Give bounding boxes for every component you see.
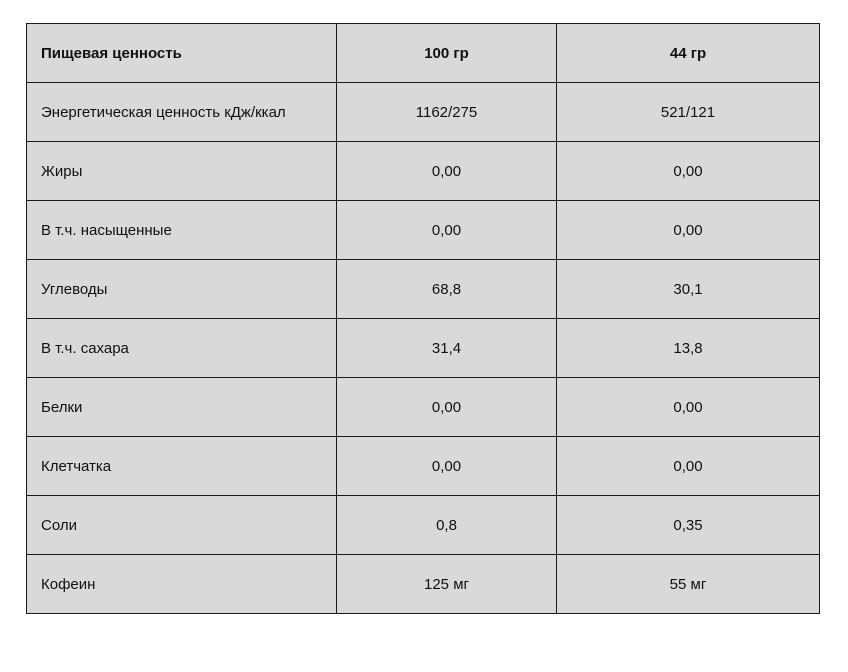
cell-nutrient-name: Соли	[27, 496, 337, 555]
cell-per-44g: 0,00	[557, 437, 820, 496]
cell-nutrient-name: В т.ч. насыщенные	[27, 201, 337, 260]
cell-per-44g: 0,00	[557, 378, 820, 437]
cell-per-44g: 30,1	[557, 260, 820, 319]
table-row-salt	[27, 496, 820, 555]
nutrition-table	[26, 23, 820, 614]
cell-nutrient-name: Углеводы	[27, 260, 337, 319]
cell-per-100g: 125 мг	[337, 555, 557, 614]
table-row-fat	[27, 142, 820, 201]
cell-per-44g: 0,35	[557, 496, 820, 555]
cell-per-100g: 0,8	[337, 496, 557, 555]
cell-nutrient-name: В т.ч. сахара	[27, 319, 337, 378]
cell-per-100g: 0,00	[337, 142, 557, 201]
cell-nutrient-name: Кофеин	[27, 555, 337, 614]
header-nutrient: Пищевая ценность	[27, 24, 337, 83]
cell-per-44g: 0,00	[557, 201, 820, 260]
cell-per-100g: 68,8	[337, 260, 557, 319]
cell-per-44g: 13,8	[557, 319, 820, 378]
table-row-fiber	[27, 437, 820, 496]
table-row-saturated	[27, 201, 820, 260]
cell-per-100g: 0,00	[337, 378, 557, 437]
table-row-protein	[27, 378, 820, 437]
cell-nutrient-name: Клетчатка	[27, 437, 337, 496]
table-header-row	[27, 24, 820, 83]
cell-nutrient-name: Белки	[27, 378, 337, 437]
table-row-caffeine	[27, 555, 820, 614]
table-row-carbs	[27, 260, 820, 319]
cell-per-44g: 0,00	[557, 142, 820, 201]
cell-per-44g: 55 мг	[557, 555, 820, 614]
cell-per-100g: 0,00	[337, 437, 557, 496]
cell-per-100g: 1162/275	[337, 83, 557, 142]
cell-per-44g: 521/121	[557, 83, 820, 142]
cell-per-100g: 31,4	[337, 319, 557, 378]
table-row-sugars	[27, 319, 820, 378]
header-per-100g: 100 гр	[337, 24, 557, 83]
header-per-44g: 44 гр	[557, 24, 820, 83]
cell-nutrient-name: Жиры	[27, 142, 337, 201]
cell-per-100g: 0,00	[337, 201, 557, 260]
table-row-energy	[27, 83, 820, 142]
cell-nutrient-name: Энергетическая ценность кДж/ккал	[27, 83, 337, 142]
